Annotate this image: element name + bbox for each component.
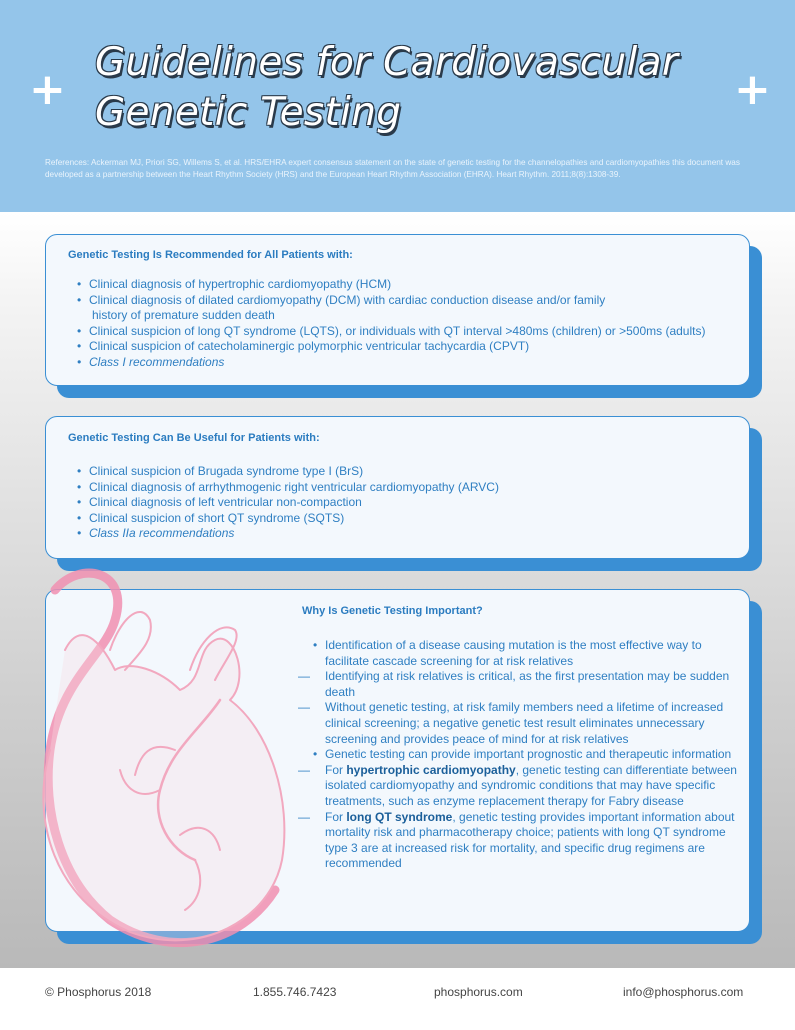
card-body [45,416,750,559]
footer-phone[interactable]: 1.855.746.7423 [253,985,337,999]
list-item: • Clinical suspicion of long QT syndrome (LQTS), or individuals with QT interval >480ms (children) or >500ms (adults) [77,323,706,338]
useful-card [45,416,750,559]
list-item: • Genetic testing can provide important prognostic and therapeutic information [313,747,732,762]
list-item: • Clinical suspicion of Brugada syndrome type I (BrS) [77,464,364,478]
footer-website[interactable]: phosphorus.com [434,985,523,999]
plus-icon: + [29,64,66,115]
useful-heading: Genetic Testing Can Be Useful for Patients with: [68,432,320,444]
heart-outline [43,635,284,940]
list-item: • Clinical suspicion of short QT syndrome (SQTS) [77,510,345,525]
list-sub-item: — For long QT syndrome, genetic testing provides important information about mortality risk and pharmacotherapy choice; patients with long QT syndrome type 3 are at increased risk for mortality, and specific drug regimens are recommended [298,809,735,871]
list-sub-item: — Without genetic testing, at risk family members need a lifetime of increased clinical screening; a negative genetic test result eliminates unnecessary screening and provides peace of mind for at risk relatives [298,700,724,746]
recommended-card [45,234,750,386]
list-item: • Clinical diagnosis of left ventricular non-compaction [77,495,362,510]
list-item: • Clinical diagnosis of hypertrophic cardiomyopathy (HCM) [77,277,392,291]
list-item-class: • Class I recommendations [77,354,225,369]
list-item: • Clinical suspicion of catecholaminergic polymorphic ventricular tachycardia (CPVT) [77,339,530,354]
list-item: • Clinical diagnosis of arrhythmogenic right ventricular cardiomyopathy (ARVC) [77,479,499,494]
recommended-heading: Genetic Testing Is Recommended for All Patients with: [68,249,353,261]
useful-list [68,464,748,542]
title-line-1: Guidelines for Cardiovascular [95,40,679,85]
page-title [95,38,735,138]
footer-copyright: © Phosphorus 2018 [45,985,152,999]
title-line-2: Genetic Testing [95,90,402,135]
list-sub-item: — Identifying at risk relatives is critical, as the first presentation may be sudden death [298,669,730,699]
list-sub-item: — For hypertrophic cardiomyopathy, genetic testing can differentiate between isolated cardiomyopathy and syndromic conditions that may have specific treatments, such as enzyme replacement therapy for Fabry disease [298,762,737,808]
plus-icon: + [734,64,771,115]
recommended-list [68,277,748,371]
footer [0,968,795,1030]
importance-list [298,638,739,872]
list-item: • Identification of a disease causing mutation is the most effective way to facilitate cascade screening for at risk relatives [313,638,702,668]
heart-illustration [20,560,310,960]
list-item-class: • Class IIa recommendations [77,526,235,541]
list-item: • Clinical diagnosis of dilated cardiomyopathy (DCM) with cardiac conduction disease and/or family [77,292,606,307]
importance-heading: Why Is Genetic Testing Important? [302,605,483,617]
footer-email[interactable]: info@phosphorus.com [623,985,744,999]
references-text: References: Ackerman MJ, Priori SG, Willems S, et al. HRS/EHRA expert consensus statement on the state of genetic testing for the channelopathies and cardiomyopathies this document was developed as a partnership between the Heart Rhythm Society (HRS) and the European Heart Rhythm Association (EHRA). Heart Rhythm. 2011;8(8):1308-39. [45,158,740,179]
header-banner [0,0,795,212]
card-body [45,234,750,386]
list-item-continuation: history of premature sudden death [92,308,275,323]
